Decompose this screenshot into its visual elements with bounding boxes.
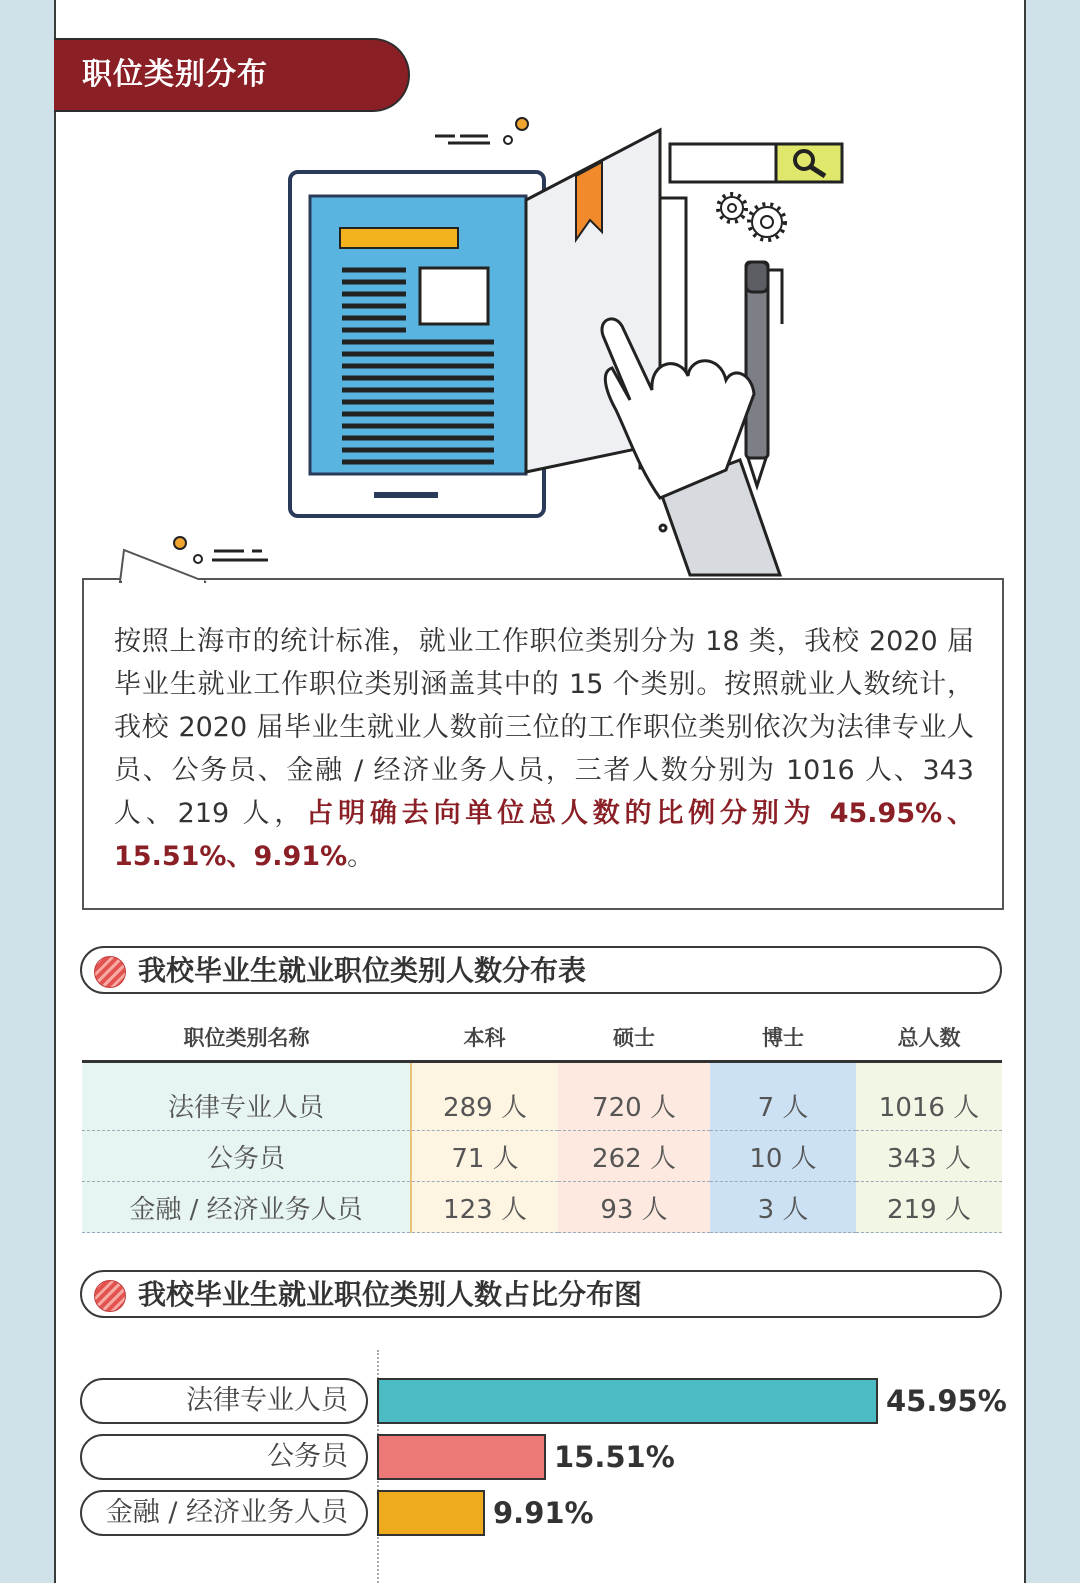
cell-category: 公务员 [82,1131,411,1182]
decor-dot-orange [516,118,528,130]
cell-master: 720 人 [558,1062,710,1131]
bar [377,1434,546,1480]
bullet-icon [94,1280,126,1312]
cell-master: 262 人 [558,1131,710,1182]
pen-icon [746,262,782,486]
intro-callout [82,578,1004,910]
bar-category-label: 法律专业人员 [80,1378,368,1424]
job-category-table [82,1014,1002,1233]
bar-value-label: 15.51% [554,1440,675,1474]
bar-category-label: 公务员 [80,1434,368,1480]
cell-total: 219 人 [856,1182,1002,1233]
chart-title-pill [80,1270,1002,1318]
cell-doctor: 3 人 [710,1182,856,1233]
cell-doctor: 7 人 [710,1062,856,1131]
table-row [82,1062,1002,1131]
search-bar-icon [670,144,842,182]
intro-text [114,620,974,878]
bar-value-label: 9.91% [493,1496,594,1530]
chart-title: 我校毕业生就业职位类别人数占比分布图 [138,1278,643,1311]
bullet-icon [94,956,126,988]
document-illustration [160,110,860,580]
intro-body: 按照上海市的统计标准，就业工作职位类别分为 18 类，我校 2020 届毕业生就业工作职位类别涵盖其中的 15 个类别。按照就业人数统计，我校 2020 届毕业生就业人数前三位的工作职位类别依次为法律专业人员、公务员、金融 / 经济业务人员，三者人数分别为 1016 人、343 人、219 人， [114,626,974,829]
cell-category: 金融 / 经济业务人员 [82,1182,411,1233]
callout-pointer [120,550,210,584]
section-title: 职位类别分布 [54,38,410,112]
cell-bachelor: 123 人 [411,1182,558,1233]
tablet-icon [290,172,544,516]
table-row [82,1182,1002,1233]
intro-highlight: 占明确去向单位总人数的比例分别为 45.95%、15.51%、9.91% [114,798,975,872]
header-total: 总人数 [856,1014,1002,1062]
header-category: 职位类别名称 [82,1014,411,1062]
cell-master: 93 人 [558,1182,710,1233]
cell-bachelor: 71 人 [411,1131,558,1182]
bar [377,1378,878,1424]
header-master: 硕士 [558,1014,710,1062]
intro-end: 。 [347,841,375,872]
decor-dashes-top [435,136,490,143]
bar-category-label: 金融 / 经济业务人员 [80,1490,368,1536]
table-row [82,1131,1002,1182]
decor-dot-small [504,136,512,144]
cell-category: 法律专业人员 [82,1062,411,1131]
cell-total: 1016 人 [856,1062,1002,1131]
table-title-pill [80,946,1002,994]
table-header-row [82,1014,1002,1062]
header-bachelor: 本科 [411,1014,558,1062]
bar-value-label: 45.95% [886,1384,1007,1418]
header-doctor: 博士 [710,1014,856,1062]
bar [377,1490,485,1536]
decor-dot-orange-bottom [174,537,186,549]
table-title: 我校毕业生就业职位类别人数分布表 [138,954,587,987]
cell-doctor: 10 人 [710,1131,856,1182]
gear-icon [718,194,785,240]
cell-total: 343 人 [856,1131,1002,1182]
cell-bachelor: 289 人 [411,1062,558,1131]
